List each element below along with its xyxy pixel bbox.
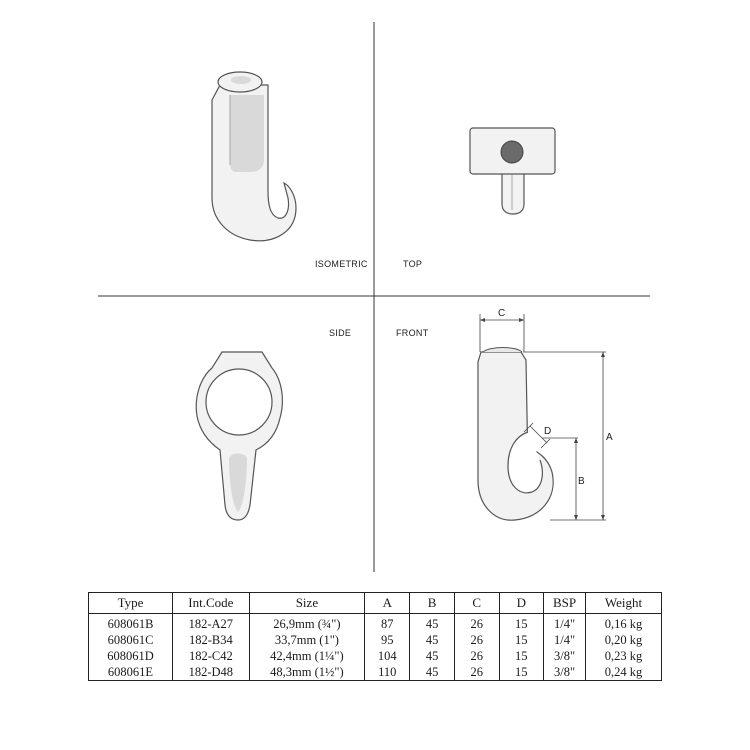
table-row: [89, 614, 662, 633]
dim-label-a: A: [606, 432, 613, 443]
dimension-c: [480, 314, 524, 352]
cell-int-code: 182-B34: [173, 632, 250, 648]
cell-size: 48,3mm (1½"): [249, 664, 365, 681]
isometric-label: ISOMETRIC: [315, 259, 368, 269]
cell-a: 104: [365, 648, 410, 664]
cell-d: 15: [499, 648, 544, 664]
bore-hole: [501, 141, 523, 163]
spec-table: [88, 592, 662, 681]
front-label: FRONT: [396, 328, 429, 338]
top-label: TOP: [403, 259, 423, 269]
cell-size: 26,9mm (¾"): [249, 614, 365, 633]
cell-size: 42,4mm (1¼"): [249, 648, 365, 664]
top-view: [470, 128, 555, 214]
cell-type: 608061B: [89, 614, 173, 633]
table-row: [89, 648, 662, 664]
header-bsp: BSP: [544, 593, 586, 614]
cell-d: 15: [499, 632, 544, 648]
side-view: [196, 352, 282, 520]
cell-b: 45: [410, 614, 455, 633]
cell-d: 15: [499, 614, 544, 633]
cell-bsp: 1/4": [544, 614, 586, 633]
isometric-view: [212, 72, 296, 241]
cell-b: 45: [410, 664, 455, 681]
cell-c: 26: [454, 632, 499, 648]
dim-label-d: D: [544, 426, 552, 437]
front-view: [478, 348, 553, 521]
cell-bsp: 3/8": [544, 648, 586, 664]
cell-c: 26: [454, 614, 499, 633]
cell-bsp: 1/4": [544, 632, 586, 648]
cell-b: 45: [410, 648, 455, 664]
cell-type: 608061D: [89, 648, 173, 664]
cell-bsp: 3/8": [544, 664, 586, 681]
header-b: B: [410, 593, 455, 614]
table-header-row: [89, 593, 662, 614]
cell-int-code: 182-C42: [173, 648, 250, 664]
cell-c: 26: [454, 664, 499, 681]
header-a: A: [365, 593, 410, 614]
dim-label-c: C: [498, 308, 506, 319]
header-int-code: Int.Code: [173, 593, 250, 614]
cell-c: 26: [454, 648, 499, 664]
cell-a: 110: [365, 664, 410, 681]
header-weight: Weight: [586, 593, 662, 614]
cell-weight: 0,23 kg: [586, 648, 662, 664]
header-d: D: [499, 593, 544, 614]
cell-type: 608061C: [89, 632, 173, 648]
cell-weight: 0,20 kg: [586, 632, 662, 648]
header-c: C: [454, 593, 499, 614]
side-label: SIDE: [329, 328, 352, 338]
dim-label-b: B: [578, 476, 585, 487]
cell-weight: 0,24 kg: [586, 664, 662, 681]
cell-int-code: 182-D48: [173, 664, 250, 681]
cell-a: 95: [365, 632, 410, 648]
cell-size: 33,7mm (1"): [249, 632, 365, 648]
cell-weight: 0,16 kg: [586, 614, 662, 633]
header-size: Size: [249, 593, 365, 614]
cell-b: 45: [410, 632, 455, 648]
cell-a: 87: [365, 614, 410, 633]
table-row: [89, 632, 662, 648]
cell-type: 608061E: [89, 664, 173, 681]
cell-d: 15: [499, 664, 544, 681]
header-type: Type: [89, 593, 173, 614]
cell-int-code: 182-A27: [173, 614, 250, 633]
table-row: [89, 664, 662, 681]
